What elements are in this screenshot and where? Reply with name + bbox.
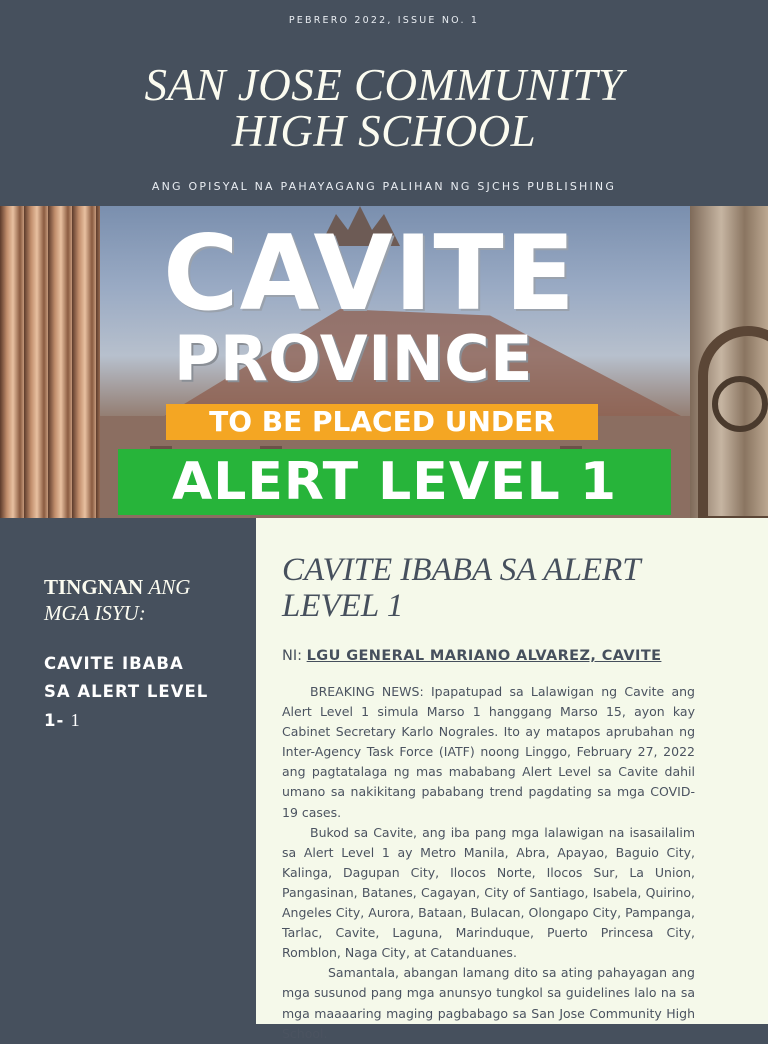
sidebar-heading-italic2: MGA ISYU: [44, 601, 146, 625]
sidebar [0, 518, 256, 1024]
issue-link-page: 1 [70, 710, 80, 730]
issue-link-line1: CAVITE IBABA [44, 654, 184, 673]
article-paragraph: BREAKING NEWS: Ipapatupad sa Lalawigan ng Cavite ang Alert Level 1 simula Marso 1 hanggang Marso 15, ayon kay Cabinet Secretary Karlo Nograles. Ito ay matapos aprubahan ng Inter-Agency Task Force (IATF) noong Linggo, February 27, 2022 ang pagtatalaga ng mas mababang Alert Level sa Cavite dahil umano sa nakikitang pababang trend pagdating sa mga COVID-19 cases. [282, 684, 695, 820]
hero-headline-province: PROVINCE [174, 322, 534, 395]
arch-rosette [712, 376, 768, 432]
article-paragraph: Samantala, abangan lamang dito sa ating pahayagan ang mga susunod pang mga anunsyo tungkol sa guidelines lalo na sa mga maaaaring maging pagbabago sa San Jose Community High School. [282, 965, 695, 1041]
byline-prefix: NI: [282, 648, 303, 664]
sidebar-heading-bold: TINGNAN [44, 575, 144, 599]
article-body [282, 682, 695, 1044]
article-byline [282, 648, 752, 664]
article-paragraph: Bukod sa Cavite, ang iba pang mga lalawigan na isasailalim sa Alert Level 1 ay Metro Manila, Abra, Apayao, Baguio City, Kalinga, Dagupan City, Ilocos Norte, Ilocos Sur, La Union, Pangasinan, Batanes, Cagayan, City of Santiago, Isabela, Quirino, Angeles City, Aurora, Bataan, Bulacan, Olongapo City, Pampanga, Tarlac, Cavite, Laguna, Marinduque, Puerto Princesa City, Romblon, Naga City, at Catanduanes. [282, 824, 695, 961]
hero-pillars [0, 206, 100, 518]
green-banner-text: ALERT LEVEL 1 [171, 452, 618, 512]
article [256, 518, 768, 1041]
issue-link-line3: 1- [44, 711, 65, 730]
hero-image [0, 206, 768, 518]
orange-banner [166, 404, 598, 440]
hero-arch [690, 206, 768, 518]
sidebar-issue-link[interactable] [44, 650, 234, 735]
article-title [282, 552, 752, 624]
school-name [0, 62, 768, 154]
masthead [0, 0, 768, 206]
sidebar-heading-italic: ANG [148, 575, 191, 599]
sidebar-heading [44, 574, 244, 626]
article-title-line1: CAVITE IBABA SA ALERT [282, 552, 641, 588]
green-banner [118, 449, 671, 515]
school-name-line2: HIGH SCHOOL [231, 106, 537, 156]
orange-banner-text: TO BE PLACED UNDER [209, 405, 555, 438]
article-title-line2: LEVEL 1 [282, 588, 404, 624]
hero-headline-cavite: CAVITE [163, 214, 576, 334]
school-name-line1: SAN JOSE COMMUNITY [144, 60, 624, 110]
byline-author-link[interactable]: LGU GENERAL MARIANO ALVAREZ, CAVITE [306, 648, 662, 664]
issue-link-line2: SA ALERT LEVEL [44, 682, 209, 701]
issue-line: PEBRERO 2022, ISSUE NO. 1 [288, 15, 480, 26]
tagline: ANG OPISYAL NA PAHAYAGANG PALIHAN NG SJCHS PUBLISHING [151, 180, 617, 193]
